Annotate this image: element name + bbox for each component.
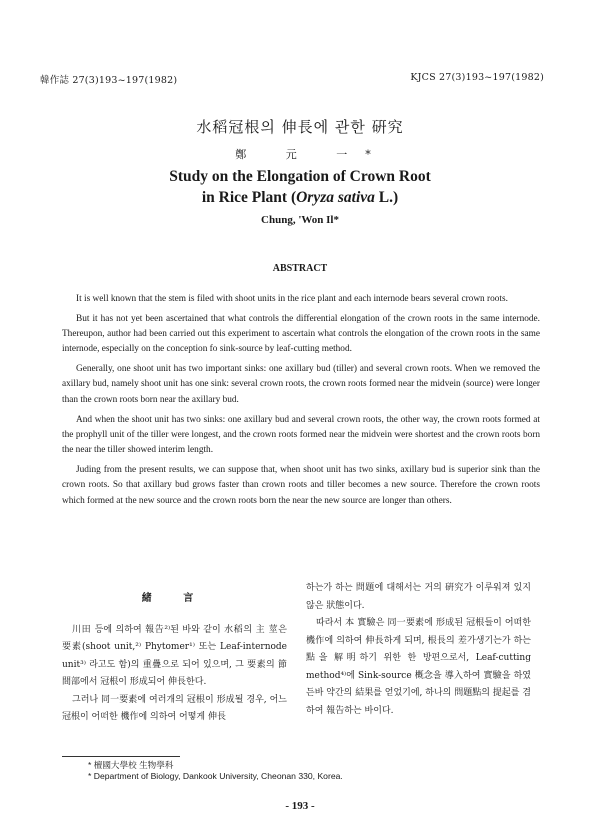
english-title-line-2	[0, 187, 600, 208]
footnote-korean: * 檀國大學校 生物學科	[88, 760, 174, 770]
left-column	[62, 580, 287, 727]
intro-paragraph: 川田 등에 의하여 報告²⁾된 바와 같이 水稻의 主 莖은 要素(shoot unit,²⁾ Phytomer¹⁾ 또는 Leaf-internode unit³⁾ 라고도 함)의 重疊으로 되어 있으며, 그 要素의 節間部에서 冠根이 形成되어 伸長한다.	[62, 624, 287, 687]
page-number: - 193 -	[285, 800, 315, 812]
running-header-right: KJCS 27(3)193~197(1982)	[410, 72, 544, 83]
species-name: Oryza sativa	[296, 189, 375, 206]
english-title-line-1: Study on the Elongation of Crown Root	[169, 168, 431, 185]
title-line-2-post: L.)	[374, 189, 399, 206]
abstract-heading: ABSTRACT	[272, 263, 328, 274]
korean-author: 鄭 元 一*	[235, 148, 389, 161]
english-title	[0, 166, 600, 208]
title-line-2-pre: in Rice Plant (	[201, 189, 297, 206]
intro-paragraph: 그러나 同一要素에 여러개의 冠根이 形成될 경우, 어느 冠根이 어떠한 機作에 의하여 어떻게 伸長	[62, 694, 287, 722]
abstract-paragraph: Generally, one shoot unit has two important sinks: one axillary bud (tiller) and several crown roots. When we removed the axillary bud, namely shoot unit has one sink: several crown roots, the crown roots formed near the midvein (source) were longer than the crown roots born near the axillary bud.	[62, 364, 540, 405]
intro-paragraph: 따라서 本 實驗은 同一要素에 形成된 冠根들이 어떠한 機作에 의하여 伸長하게 되며, 根長의 差가생기는가 하는 點을 解明하기 위한 한 방편으로서, Leaf-cutting method⁴⁾에 Sink-source 概念을 導入하여 實驗을 하였든바 약간의 結果를 얻었기에, 하나의 問題點의 提起를 겸하여 報告하는 바이다.	[306, 618, 531, 716]
introduction-heading: 緒 言	[141, 593, 208, 604]
korean-title: 水稻冠根의 伸長에 관한 硏究	[196, 118, 404, 136]
footnote-english: * Department of Biology, Dankook University, Cheonan 330, Korea.	[88, 771, 343, 781]
abstract-body	[62, 292, 540, 513]
right-column	[306, 580, 531, 720]
abstract-paragraph: But it has not yet been ascertained that what controls the differential elongation of the crown roots in the same internode. Thereupon, author had been carried out this experiment to ascertain what controls the elongation of the crown roots in the same internode, especially on the conception fo sink-source by leaf-cutting method.	[62, 313, 540, 355]
running-header-left: 韓作誌 27(3)193~197(1982)	[40, 75, 178, 86]
footnote-divider	[62, 756, 180, 757]
english-author: Chung, 'Won Il*	[261, 214, 339, 226]
abstract-paragraph: It is well known that the stem is filed with shoot units in the rice plant and each internode bears several crown roots.	[76, 294, 508, 304]
abstract-paragraph: Juding from the present results, we can suppose that, when shoot unit has two sinks, axillary bud is superior sink than the crown roots. So that axillary bud grows faster than crown roots and tiller becomes a new source. Therefore the crown roots which formed at the new source and the crown roots born the near the new source are longer than others.	[62, 464, 540, 506]
intro-paragraph: 하는가 하는 問題에 대해서는 거의 硏究가 이루워져 있지 않은 狀態이다.	[306, 583, 531, 611]
abstract-paragraph: And when the shoot unit has two sinks: one axillary bud and several crown roots, the other way, the crown roots formed at the prophyll unit of the tiller were longest, and the crown roots formed near the midvein were shortest and the crown roots born the near the tiller showed interim length.	[62, 414, 540, 456]
